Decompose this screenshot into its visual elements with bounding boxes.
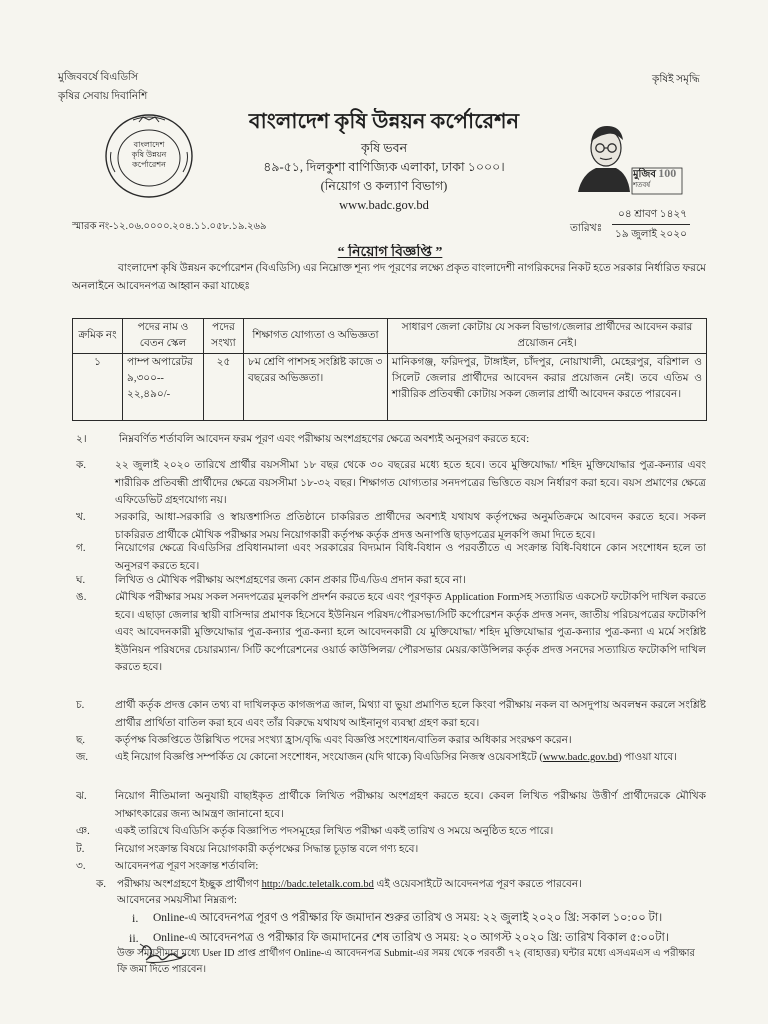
mujib-logo-number: 100 [658,168,677,180]
cell-serial: ১ [73,354,123,421]
condition-label: ঞ. [76,826,90,837]
mujib-centenary-logo [572,122,684,196]
mujib-logo-sub: শতবর্ষ [633,181,651,189]
deadline-text: Online-এ আবেদনপত্র পূরণ ও পরীক্ষার ফি জমাদান শুরুর তারিখ ও সময়: ২২ জুলাই ২০২০ খ্রি: সকাল ১০:০০ টা। [153,912,663,924]
date-gregorian: ১৯ জুলাই ২০২০ [615,229,687,240]
condition-text: লিখিত ও মৌখিক পরীক্ষায় অংশগ্রহণের জন্য কোন প্রকার টিএ/ডিএ প্রদান করা হবে না। [115,575,466,586]
col-header-serial: ক্রমিক নং [73,319,123,354]
condition-item [76,457,706,511]
date-divider [612,224,690,225]
deadline-item [132,909,706,928]
date-bangla: ০৪ শ্রাবণ ১৪২৭ [618,209,688,220]
intro-paragraph: বাংলাদেশ কৃষি উন্নয়ন কর্পোরেশন (বিএডিসি) এর নিম্নোক্ত শূন্য পদ পূরণের লক্ষ্যে প্রকৃত বাংলাদেশী নাগরিকদের নিকট হতে সরকার নির্ধারিত ফরমে অনলাইনে আবেদনপত্র আহ্বান করা যাচ্ছেঃ [72,263,706,292]
table-header-row [73,319,707,354]
condition-item [76,540,706,575]
condition-text [115,749,706,767]
condition-text: একই তারিখে বিএডিসি কর্তৃক বিজ্ঞাপিত পদসমূহের লিখিত পরীক্ষা একই তারিখ ও সময়ে অনুষ্ঠিত হতে পারে। [115,826,554,837]
deadline-label: i. [132,911,139,925]
website-link: www.badc.gov.bd [542,752,619,763]
teletalk-link: http://badc.teletalk.com.bd [261,879,374,890]
condition-label: ক. [76,460,86,471]
cell-quota-note: মানিকগঞ্জ, ফরিদপুর, টাঙ্গাইল, চাঁদপুর, নোয়াখালী, মেহেরপুর, বরিশাল ও সিলেট জেলার প্রার্থীদের আবেদন করার প্রয়োজন নেই। তবে এতিম ও শারীরিক প্রতিবন্ধী কোটায় সকল জেলার প্রার্থী আবেদন করতে পারবেন। [388,354,707,421]
seal-text-line: বাংলাদেশ [133,140,165,149]
date-label: তারিখঃ [570,223,603,234]
address: ৪৯-৫১, দিলকুশা বাণিজ্যিক এলাকা, ঢাকা ১০০০। [263,160,505,174]
condition-text-before: এই নিয়োগ বিজ্ঞপ্তি সম্পর্কিত যে কোনো সংশোধন, সংযোজন (যদি থাকে) বিএডিসির নিজস্ব ওয়েবসাইটে ( [115,752,543,763]
condition-label: ঘ. [76,575,86,586]
condition-item [76,788,706,823]
condition-label: খ. [76,512,86,523]
condition-text: নিয়োগের ক্ষেত্রে বিএডিসির প্রবিধানমালা এবং সরকারের বিদ্যমান বিধি-বিধান ও পরবর্তীতে এ সংক্রান্ত বিধি-বিধানে কোন সংশোধন হলে তা অনুসরণ করতে হবে। [115,543,706,572]
application-item-label: ক. [96,879,106,890]
signature [136,938,190,972]
signature-icon [136,938,190,972]
condition-item [76,572,706,590]
seal-text-line: কৃষি উন্নয়ন [131,150,167,159]
section3-heading [76,858,706,876]
application-text-before: পরীক্ষায় অংশগ্রহণে ইচ্ছুক প্রার্থীগণ [117,879,262,890]
condition-text: নিয়োগ নীতিমালা অনুযায়ী বাছাইকৃত প্রার্থীকে লিখিত পরীক্ষায় অংশগ্রহণ করতে হবে। কেবল লিখিত পরীক্ষায় উত্তীর্ণ প্রার্থীদেরকে মৌখিক সাক্ষাৎকারের জন্য আমন্ত্রণ জানানো হবে। [115,791,706,820]
condition-item [76,841,706,859]
slogan-service: কৃষির সেবায় দিবানিশি [58,91,148,102]
table-row [73,354,707,421]
condition-item [76,509,706,544]
slogan-mujib-year: মুজিববর্ষে বিএডিসি [58,72,139,83]
condition-text-after: ) পাওয়া যাবে। [618,752,677,763]
notice-title: “ নিয়োগ বিজ্ঞপ্তি ” [337,245,443,260]
badc-seal-logo [103,112,195,200]
condition-text: নিয়োগ সংক্রান্ত বিষয়ে নিয়োগকারী কর্তৃপক্ষের সিদ্ধান্ত চূড়ান্ত বলে গণ্য হবে। [115,844,419,855]
deadline-heading: আবেদনের সময়সীমা নিম্নরূপ: [117,895,237,906]
section3-number: ৩. [76,861,86,872]
post-name: পাম্প অপারেটর [127,357,193,368]
department: (নিয়োগ ও কল্যাণ বিভাগ) [320,179,448,193]
deadline-label: ii. [129,931,139,945]
deadline-text: Online-এ আবেদনপত্র ও পরীক্ষার ফি জমাদানের শেষ তারিখ ও সময়: ২০ আগস্ট ২০২০ খ্রি: তারিখ বিকাল ৫:০০টা। [153,932,669,944]
mujib-logo-word: মুজিব [633,169,656,180]
building-name: কৃষি ভবন [360,141,408,155]
condition-label: জ. [76,752,89,763]
payment-note: উক্ত সময়সীমার মধ্যে User ID প্রাপ্ত প্রার্থীগণ Online-এ আবেদনপত্র Submit-এর সময় থেকে পরবর্তী ৭২ (বাহাত্তর) ঘন্টার মধ্যে এসএমএস এ পরীক্ষার ফি জমা দিতে পারবেন। [117,948,695,975]
pay-scale-line1: ৯,৩০০-- [127,373,164,384]
condition-item [76,589,706,695]
condition-label: ছ. [76,735,85,746]
posts-table [72,318,707,421]
col-header-post: পদের নাম ও বেতন স্কেল [123,319,204,354]
condition-text: ২২ জুলাই ২০২০ তারিখে প্রার্থীর বয়সসীমা ১৮ বছর থেকে ৩০ বছরের মধ্যে হতে হবে। তবে মুক্তিযোদ্ধা/ শহিদ মুক্তিযোদ্ধার পুত্র-কন্যার এবং শারীরিক প্রতিবন্ধী প্রার্থীদের ক্ষেত্রে বয়সসীমা ১৮-৩২ বছর। শিক্ষাগত যোগ্যতার সনদপত্রের ভিত্তিতে বয়স নির্ধারণ করা হবে। বয়স প্রমাণের ক্ষেত্রে এফিডেভিট গ্রহণযোগ্য নয়। [115,460,706,506]
condition-item [76,697,706,732]
section3-heading-text: আবেদনপত্র পূরণ সংক্রান্ত শর্তাবলি: [115,861,259,872]
condition-text: প্রার্থী কর্তৃক প্রদত্ত কোন তথ্য বা দাখিলকৃত কাগজপত্র জাল, মিথ্যা বা ভুয়া প্রমাণিত হলে কিংবা পরীক্ষায় নকল বা অসদুপায় অবলম্বন করলে সংশ্লিষ্ট প্রার্থীর প্রার্থিতা বাতিল করা হবে এবং তাঁর বিরুদ্ধে যথাযথ আইনানুগ ব্যবস্থা গ্রহণ করা হবে। [115,700,706,729]
cell-count: ২৫ [204,354,244,421]
col-header-qualification: শিক্ষাগত যোগ্যতা ও অভিজ্ঞতা [244,319,388,354]
col-header-count: পদের সংখ্যা [204,319,244,354]
slogan-agriculture: কৃষিই সমৃদ্ধি [652,74,700,85]
condition-text: মৌখিক পরীক্ষার সময় সকল সনদপত্রের মূলকপি প্রদর্শন করতে হবে এবং পূরণকৃত Application Formসহ সত্যায়িত একসেট ফটোকপি দাখিল করতে হবে। এছাড়া জেলার স্থায়ী বাসিন্দার প্রমাণক হিসেবে ইউনিয়ন পরিষদ/পৌরসভা/সিটি কর্পোরেশন কর্তৃক প্রদত্ত সনদ, জাতীয় পরিচয়পত্রের ফটোকপি এবং আবেদনকারী মুক্তিযোদ্ধার পুত্র-কন্যার পুত্র-কন্যা হলে আবেদনকারী যে মুক্তিযোদ্ধা/ শহিদ মুক্তিযোদ্ধার পুত্র-কন্যার পুত্র-কন্যা এ মর্মে সংশ্লিষ্ট ইউনিয়ন পরিষদের চেয়ারম্যান/ সিটি কর্পোরেশনের ওয়ার্ড কাউন্সিলর/ পৌরসভার মেয়র/কাউন্সিলর কর্তৃক প্রদত্ত সনদের সত্যায়িত ফটোকপি দাখিল করতে হবে। [115,592,706,673]
condition-item [76,732,706,750]
pay-scale-line2: ২২,৪৯০/- [127,389,171,400]
condition-label: ঝ. [76,791,87,802]
website: www.badc.gov.bd [339,198,429,212]
condition-label: চ. [76,700,85,711]
condition-item [76,823,706,841]
condition-text: সরকারি, আধা-সরকারি ও স্বায়ত্তশাসিত প্রতিষ্ঠানে চাকরিরত প্রার্থীদের অবশ্যই যথাযথ কর্তৃপক্ষের অনুমতিক্রমে আবেদন করতে হবে। সকল চাকরিরত প্রার্থীকে মৌখিক পরীক্ষার সময় নিয়োগকারী কর্তৃপক্ষ কর্তৃক প্রদত্ত অনাপত্তি ছাড়পত্রের মূলকপি জমা দিতে হবে। [115,512,706,541]
condition-label: ট. [76,844,85,855]
condition-label: গ. [76,543,86,554]
org-name: বাংলাদেশ কৃষি উন্নয়ন কর্পোরেশন [248,109,520,133]
condition-text: কর্তৃপক্ষ বিজ্ঞপ্তিতে উল্লিখিত পদের সংখ্যা হ্রাস/বৃদ্ধি এবং বিজ্ঞপ্তি সংশোধন/বাতিল করার অধিকার সংরক্ষণ করেন। [115,735,572,746]
condition-label: ঙ. [76,592,87,603]
memo-number: স্মারক নং-১২.০৬.০০০০.২০৪.১১.০৫৮.১৯.২৬৯ [72,221,267,232]
col-header-quota: সাধারণ জেলা কোটায় যে সকল বিভাগ/জেলার প্রার্থীদের আবেদন করার প্রয়োজন নেই। [388,319,707,354]
section2-number: ২। [76,434,87,445]
condition-item [76,749,706,785]
cell-post [123,354,204,421]
application-text-after: এই ওয়েবসাইটে আবেদনপত্র পূরণ করতে পারবেন। [373,879,582,890]
section2-heading-text: নিম্নবর্ণিত শর্তাবলি আবেদন ফরম পূরণ এবং পরীক্ষায় অংশগ্রহণের ক্ষেত্রে অবশ্যই অনুসরণ করতে হবে: [119,434,530,445]
seal-text-line: কর্পোরেশন [132,160,166,169]
cell-qualification: ৮ম শ্রেণি পাশসহ সংশ্লিষ্ট কাজে ৩ বছরের অভিজ্ঞতা। [244,354,388,421]
section2-heading [76,431,706,449]
